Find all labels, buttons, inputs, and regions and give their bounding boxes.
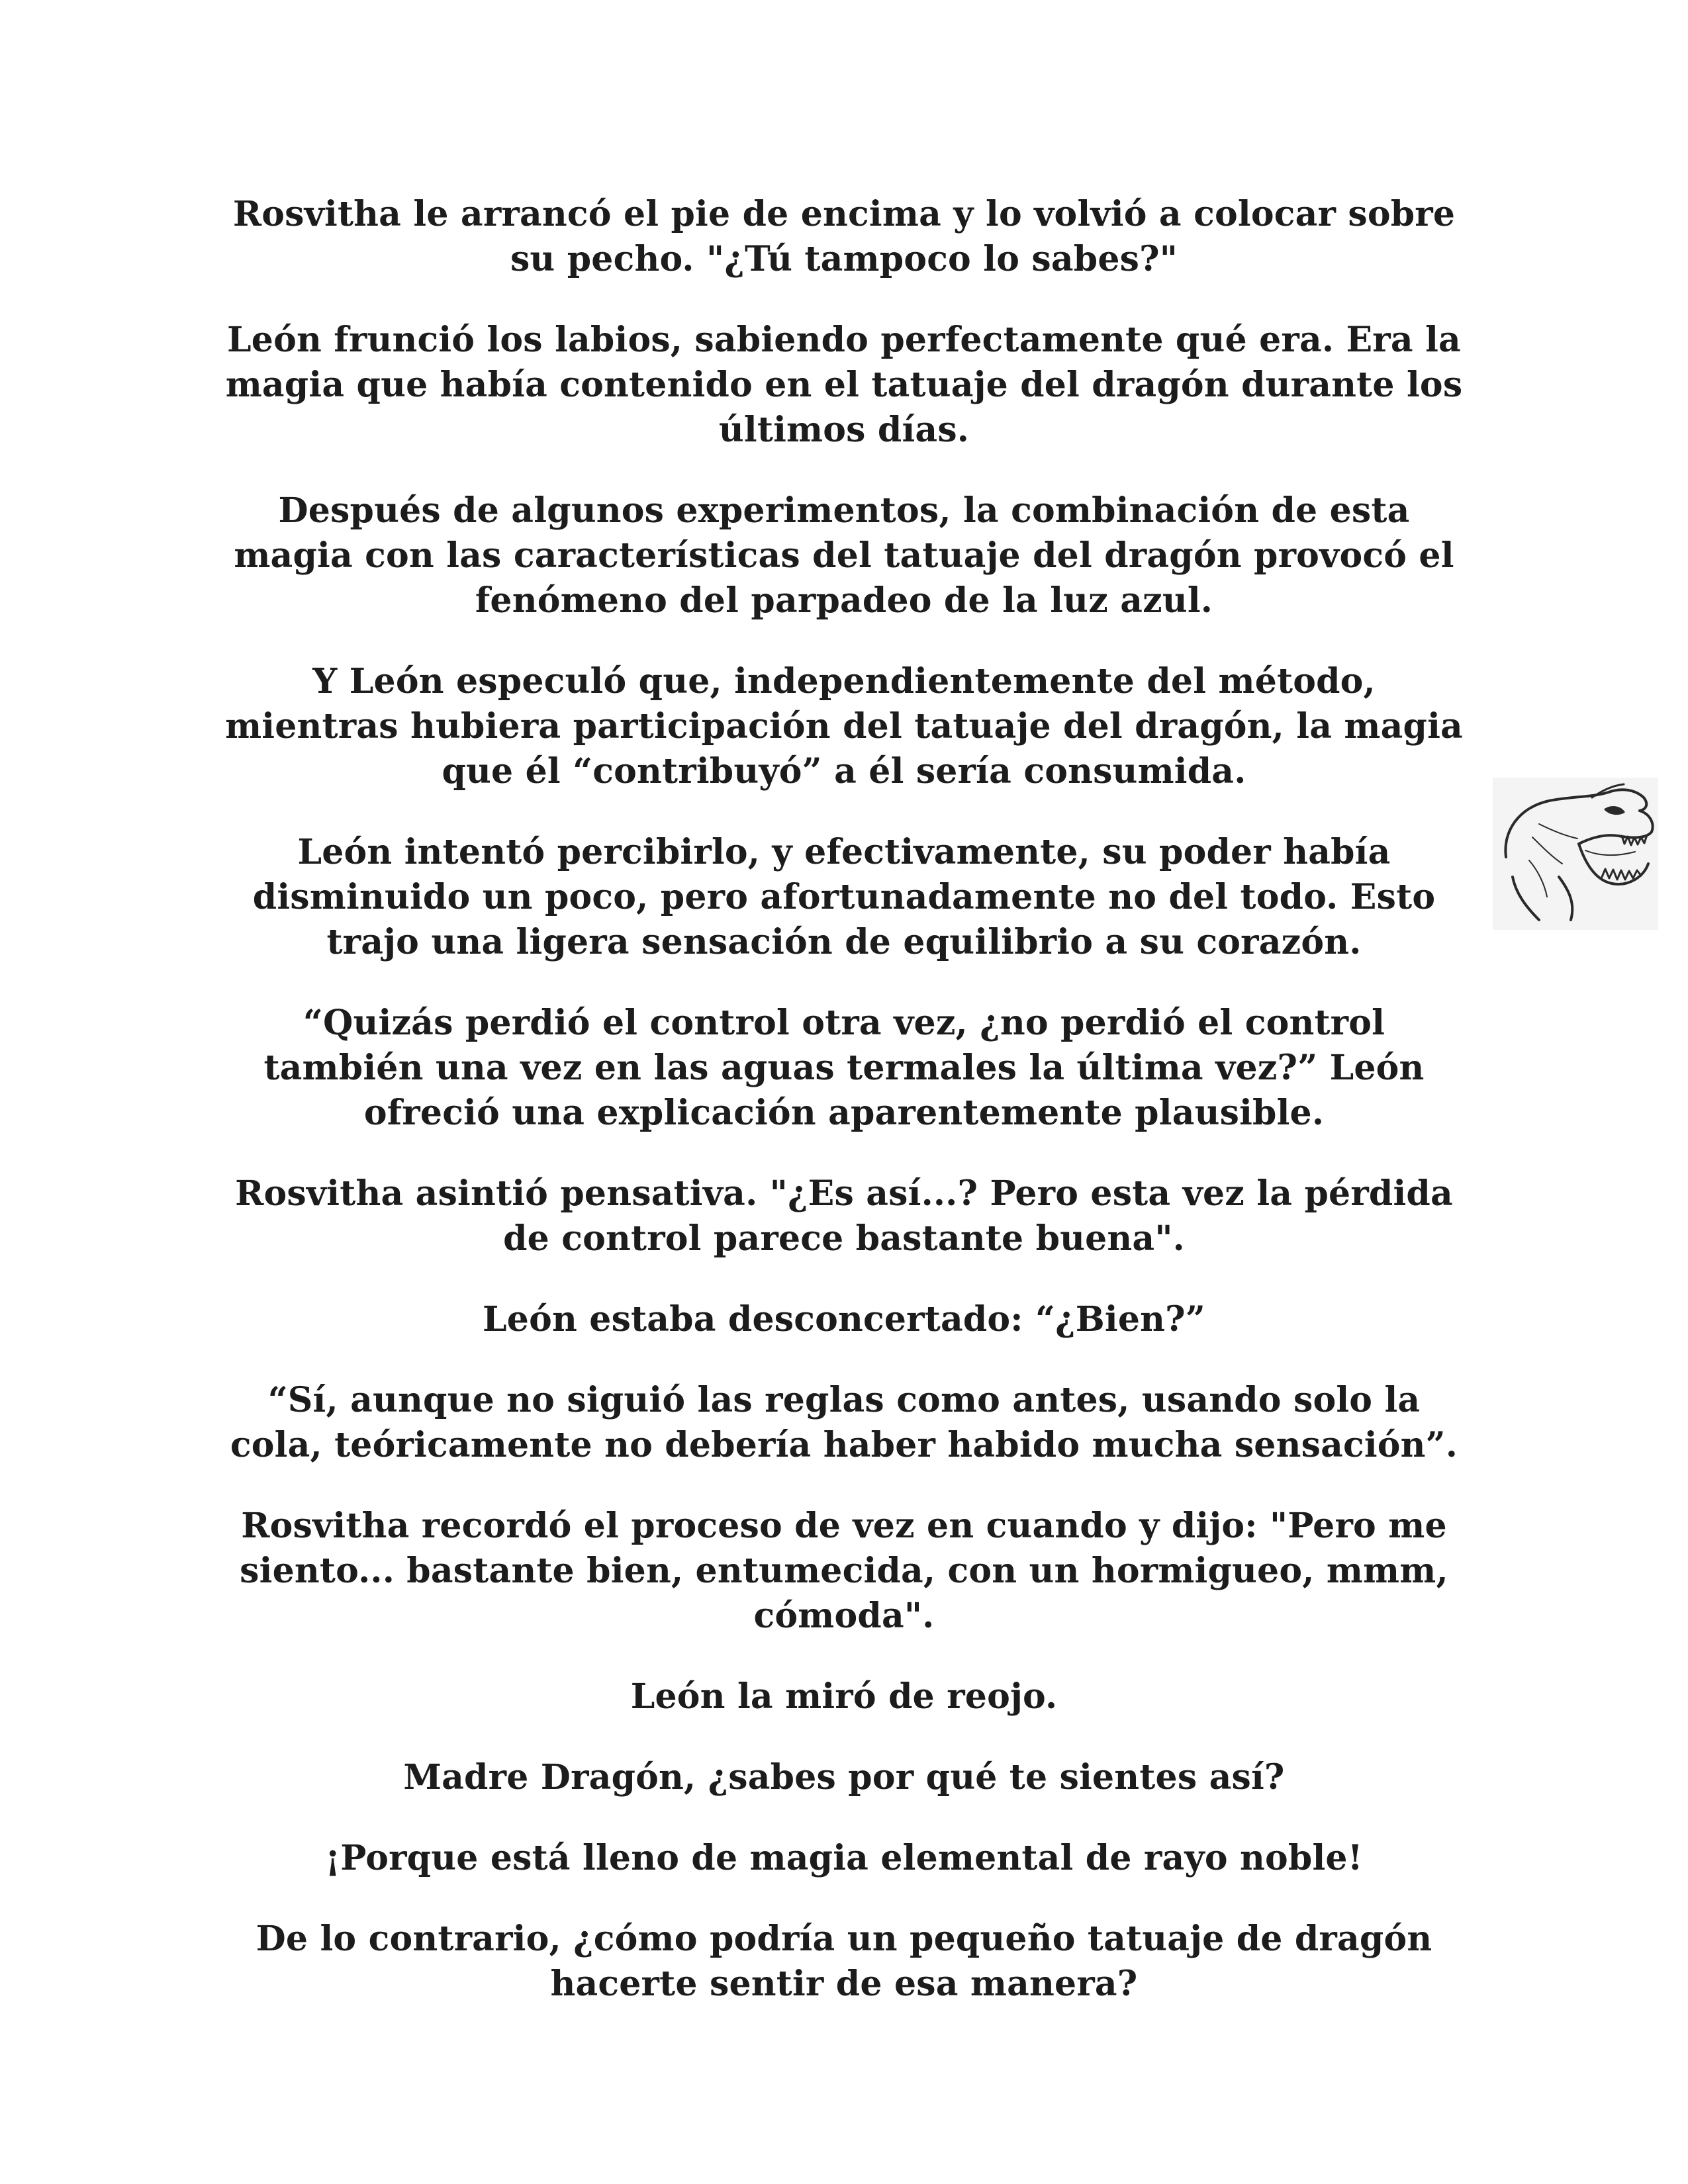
paragraph-12: Madre Dragón, ¿sabes por qué te sientes así? — [403, 1757, 1285, 1797]
paragraph-3: Después de algunos experimentos, la combinación de esta magia con las características del tatuaje del dragón provocó el fenómeno del parpadeo de la luz azul. — [234, 490, 1454, 621]
paragraph-6: “Quizás perdió el control otra vez, ¿no perdió el control también una vez en las aguas termales la última vez?” León ofreció una explicación aparentemente plausible. — [263, 1003, 1425, 1133]
paragraph-13: ¡Porque está lleno de magia elemental de rayo noble! — [325, 1838, 1363, 1878]
paragraph-8: León estaba desconcertado: “¿Bien?” — [483, 1299, 1205, 1340]
paragraph-10: Rosvitha recordó el proceso de vez en cuando y dijo: "Pero me siento... bastante bien, entumecida, con un hormigueo, mmm, cómoda". — [240, 1506, 1448, 1636]
paragraph-5: León intentó percibirlo, y efectivamente, su poder había disminuido un poco, pero afortunadamente no del todo. Esto trajo una ligera sensación de equilibrio a su corazón. — [252, 832, 1436, 962]
paragraph-4: Y León especuló que, independientemente del método, mientras hubiera participación del tatuaje del dragón, la magia que él “contribuyó” a él sería consumida. — [225, 661, 1463, 792]
paragraph-9: “Sí, aunque no siguió las reglas como antes, usando solo la cola, teóricamente no debería haber habido mucha sensación”. — [230, 1380, 1458, 1465]
paragraph-14: De lo contrario, ¿cómo podría un pequeño tatuaje de dragón hacerte sentir de esa manera? — [256, 1919, 1432, 2004]
paragraph-11: León la miró de reojo. — [630, 1676, 1058, 1717]
paragraph-1: Rosvitha le arrancó el pie de encima y lo volvió a colocar sobre su pecho. "¿Tú tampoco lo sabes?" — [232, 194, 1456, 279]
story-text — [225, 192, 1463, 2042]
paragraph-7: Rosvitha asintió pensativa. "¿Es así...? Pero esta vez la pérdida de control parece bastante buena". — [235, 1173, 1453, 1259]
paragraph-2: León frunció los labios, sabiendo perfectamente qué era. Era la magia que había contenido en el tatuaje del dragón durante los últimos días. — [225, 320, 1463, 450]
dragon-head-sketch-icon — [1493, 778, 1658, 930]
